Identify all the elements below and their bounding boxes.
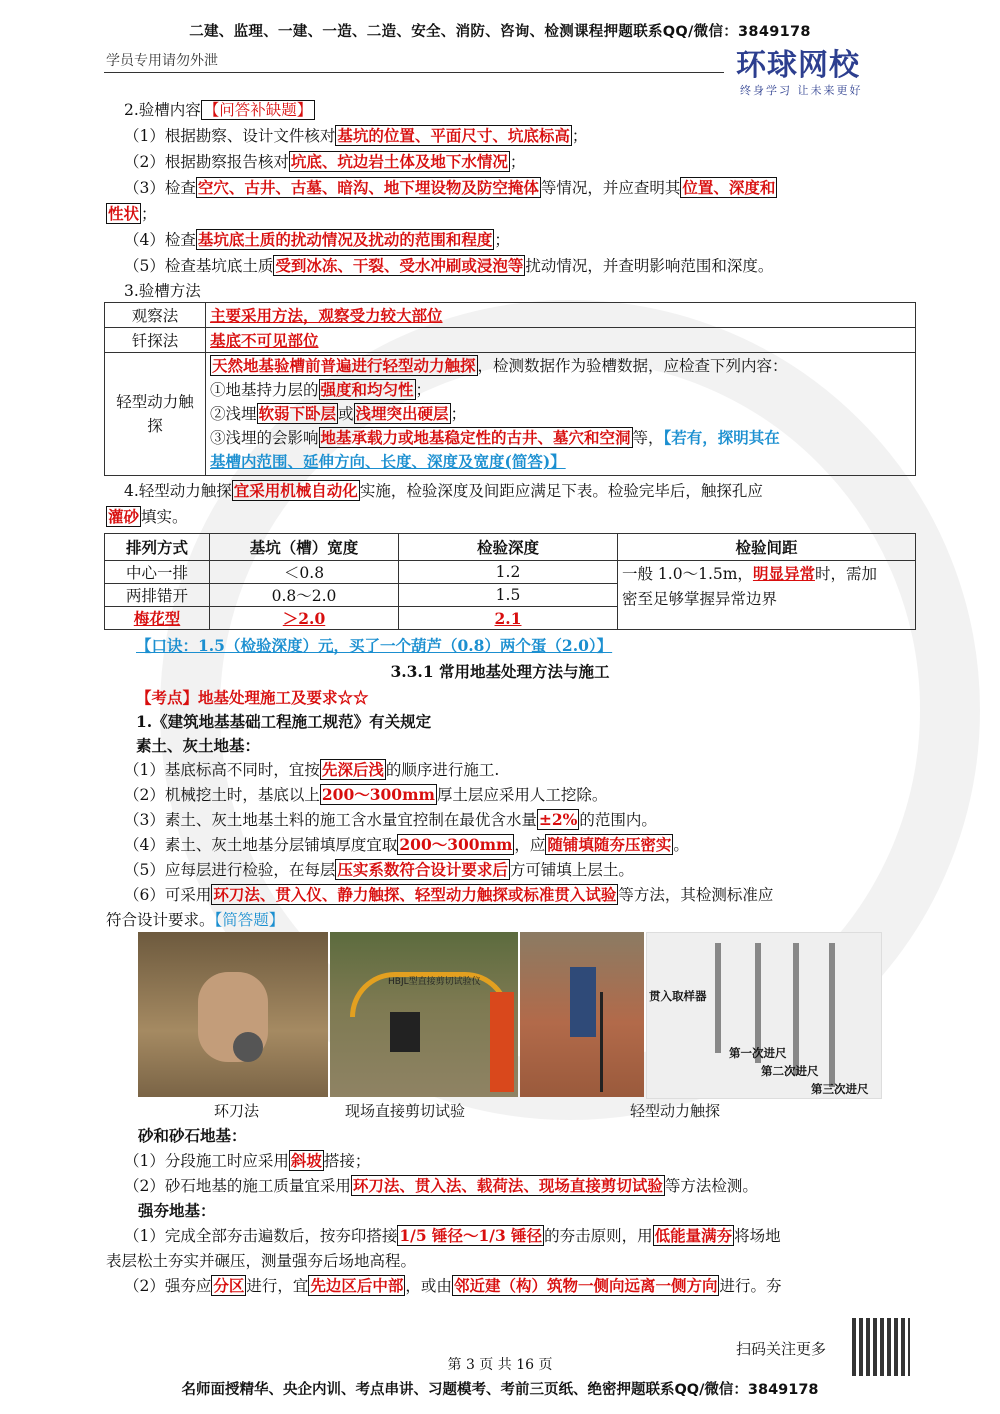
bottom-banner: 名师面授精华、央企内训、考点串讲、习题模考、考前三页纸、绝密押题联系QQ/微信：3849178 bbox=[181, 1382, 819, 1398]
list-item: （4）检查 基坑底土质的扰动情况及扰动的范围和程度 ； bbox=[124, 230, 510, 249]
table-row: 中心一排 ＜0.8 1.2 一般 1.0～1.5m，明显异常时，需加 密至足够掌握异常边界 bbox=[105, 561, 916, 584]
worker bbox=[390, 1012, 420, 1052]
caption: 轻型动力触探 bbox=[630, 1102, 721, 1120]
probe-rod bbox=[600, 992, 603, 1092]
list-item: （3）素土、灰土地基土料的施工含水量宜控制在最优含水量 ±2% 的范围内。 bbox=[124, 810, 657, 829]
list-item: （5）检查基坑底土质 受到冰冻、干裂、受水冲刷或浸泡等 扰动情况，并查明影响范围和深度。 bbox=[124, 256, 774, 275]
brand-logo: 环球网校 bbox=[736, 48, 860, 83]
list-item: （1）基底标高不同时，宜按 先深后浅 的顺序进行施工. bbox=[124, 760, 500, 779]
table-header-row: 排列方式 基坑（槽）宽度 检验深度 检验间距 bbox=[105, 534, 916, 561]
list-item: （2）强夯应 分区 进行，宜 先边区后中部 ，或由 邻近建（构）筑物一侧向远离一侧方向 进行。夯 bbox=[124, 1276, 782, 1295]
list-item: （6）可采用 环刀法、贯入仪、静力触探、轻型动力触探或标准贯入试验 等方法，其检测标准应 bbox=[124, 885, 774, 904]
shear-test-photo: HBJL型直接剪切试验仪 bbox=[330, 932, 518, 1097]
brand-slogan: 终身学习 让未来更好 bbox=[740, 84, 863, 97]
list-item: （2）根据勘察报告核对 坑底、坑边岩土体及地下水情况 ； bbox=[124, 152, 526, 171]
method-name: 观察法 bbox=[105, 303, 206, 328]
mnemonic: 【口诀：1.5（检验深度）元，买了一个葫芦（0.8）两个蛋（2.0）】 bbox=[136, 636, 613, 655]
sub-heading: 1.《建筑地基基础工程施工规范》有关规定 bbox=[136, 712, 432, 731]
method-name: 钎探法 bbox=[105, 328, 206, 353]
list-item-continued: 表层松土夯实并碾压，测量强夯后场地高程。 bbox=[106, 1252, 417, 1270]
paragraph: 4.轻型动力触探 宜采用机械自动化 实施，检验深度及间距应满足下表。检验完毕后，触探孔应 bbox=[124, 481, 763, 500]
scan-note: 扫码关注更多 bbox=[736, 1340, 827, 1358]
paragraph: 灌砂 填实。 bbox=[108, 507, 188, 526]
page-number: 第 3 页 共 16 页 bbox=[447, 1357, 553, 1373]
list-item: （1）完成全部夯击遍数后，按夯印搭接 1/5 锤径～1/3 锤径 的夯击原则，用 低能量满夯 将场地 bbox=[124, 1226, 781, 1245]
list-item: （4）素土、灰土地基分层铺填厚度宜取 200～300mm ，应 随铺填随夯压密实 。 bbox=[124, 835, 689, 854]
sub-heading: 强夯地基： bbox=[138, 1201, 216, 1220]
sub-heading: 砂和砂石地基： bbox=[138, 1126, 247, 1145]
caption: 现场直接剪切试验 bbox=[345, 1102, 466, 1120]
section-title: 2.验槽内容 【问答补缺题】 bbox=[124, 98, 315, 122]
method-desc: 基底不可见部位 bbox=[206, 328, 916, 353]
table-row bbox=[105, 328, 916, 353]
probe-spacing-table bbox=[104, 533, 916, 630]
list-item-continued: 符合设计要求。【简答题】 bbox=[106, 911, 285, 929]
section-title: 3.验槽方法 bbox=[124, 282, 201, 300]
list-item: （2）砂石地基的施工质量宜采用 环刀法、贯入法、载荷法、现场直接剪切试验 等方法检测。 bbox=[124, 1176, 758, 1195]
rod-1 bbox=[715, 943, 721, 1053]
table-row: 两排错开 0.8～2.0 1.5 bbox=[105, 584, 916, 607]
method-desc: 天然地基验槽前普遍进行轻型动力触探 ，检测数据作为验槽数据，应检查下列内容： ①地基持力层的 强度和均匀性 ； ②浅埋 软弱下卧层 或 浅埋突出硬层 ； ③浅埋的会影响 地基承载力或地基稳定性的古井、墓穴和空洞 等，【若有，探明其在 基槽内范围、延伸方向、长度、深度及宽度(简答)】 bbox=[206, 353, 916, 476]
inspection-method-table bbox=[104, 302, 916, 476]
list-item: （1）根据勘察、设计文件核对 基坑的位置、平面尺寸、坑底标高 ； bbox=[124, 126, 588, 145]
probe-photo bbox=[520, 932, 644, 1097]
method-desc: 主要采用方法，观察受力较大部位 bbox=[206, 303, 916, 328]
top-banner: 二建、监理、一建、一造、二造、安全、消防、咨询、检测课程押题联系QQ/微信：3849178 bbox=[189, 24, 811, 40]
ring-knife bbox=[233, 1032, 263, 1062]
header-rule bbox=[104, 72, 724, 73]
list-item: （3）检查 空穴、古井、古墓、暗沟、地下埋设物及防空掩体 等情况，并应查明其 位置、深度和 bbox=[124, 178, 776, 197]
spacing-cell: 一般 1.0～1.5m，明显异常时，需加 密至足够掌握异常边界 bbox=[618, 561, 916, 630]
method-name: 轻型动力触探 bbox=[105, 353, 206, 476]
list-item: （5）应每层进行检验，在每层 压实系数符合设计要求后 方可铺填上层土。 bbox=[124, 860, 634, 879]
list-item: （1）分段施工时应采用 斜坡 搭接； bbox=[124, 1151, 371, 1170]
list-item: （2）机械挖土时，基底以上 200～300mm 厚土层应采用人工挖除。 bbox=[124, 785, 608, 804]
sub-heading: 素土、灰土地基： bbox=[136, 736, 261, 755]
probe-diagram: 贯入取样器 第一次进尺 第二次进尺 第三次进尺 bbox=[646, 932, 882, 1099]
header-note: 学员专用请勿外泄 bbox=[106, 53, 218, 69]
list-item-continued: 性状 ； bbox=[108, 204, 157, 223]
section-heading: 3.3.1 常用地基处理方法与施工 bbox=[390, 662, 610, 681]
rod-4 bbox=[829, 943, 835, 1087]
key-point: 【考点】地基处理施工及要求☆☆ bbox=[136, 688, 369, 707]
ring-knife-photo bbox=[138, 932, 328, 1097]
caption: 环刀法 bbox=[214, 1102, 260, 1120]
worker-orange bbox=[490, 992, 514, 1092]
table-row bbox=[105, 353, 916, 476]
table-row bbox=[105, 303, 916, 328]
rod-3 bbox=[793, 943, 799, 1075]
table-row: 梅花型 ＞2.0 2.1 bbox=[105, 607, 916, 630]
worker bbox=[570, 967, 596, 1037]
